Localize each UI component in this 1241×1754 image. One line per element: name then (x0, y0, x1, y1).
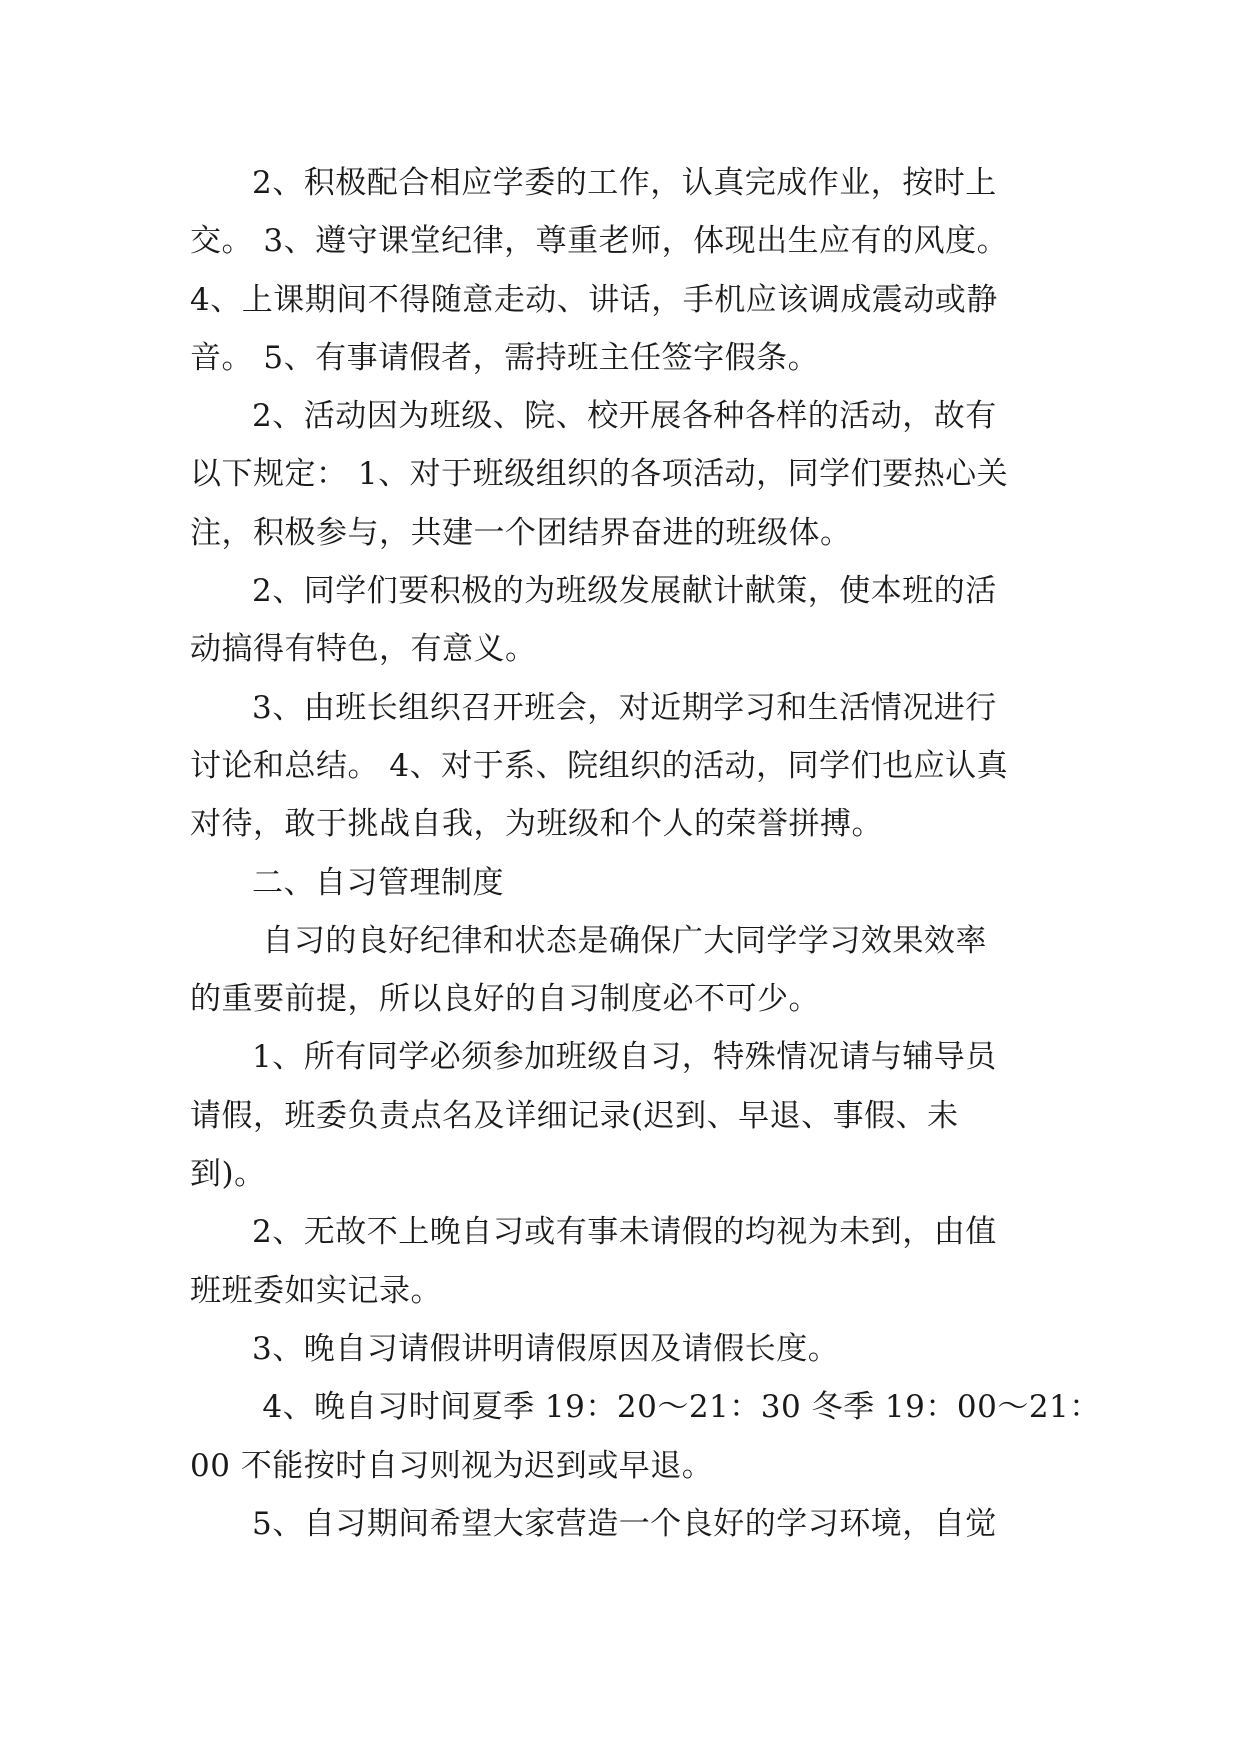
text-line: 3、由班长组织召开班会，对近期学习和生活情况进行 (252, 689, 997, 726)
text-line: 3、晚自习请假讲明请假原因及请假长度。 (252, 1330, 840, 1367)
text-line: 2、无故不上晚自习或有事未请假的均视为未到，由值 (252, 1214, 997, 1251)
text-line: 4、上课期间不得随意走动、讲话，手机应该调成震动或静 (190, 281, 998, 318)
text-line: 自习的良好纪律和状态是确保广大同学学习效果效率 (252, 922, 987, 959)
text-line: 2、活动因为班级、院、校开展各种各样的活动，故有 (252, 398, 997, 435)
text-line: 5、自习期间希望大家营造一个良好的学习环境，自觉 (252, 1505, 997, 1542)
text-line: 音。 5、有事请假者，需持班主任签字假条。 (190, 339, 820, 376)
text-line: 动搞得有特色，有意义。 (190, 631, 537, 668)
text-line: 请假，班委负责点名及详细记录(迟到、早退、事假、未 (190, 1097, 959, 1134)
text-line: 4、晚自习时间夏季 19：20～21：30 冬季 19：00～21： (252, 1389, 1101, 1426)
text-line: 的重要前提，所以良好的自习制度必不可少。 (190, 981, 820, 1018)
text-line: 交。 3、遵守课堂纪律，尊重老师，体现出生应有的风度。 (190, 223, 1009, 260)
text-line: 以下规定： 1、对于班级组织的各项活动，同学们要热心关 (190, 456, 1009, 493)
body-text (190, 154, 1101, 1553)
text-line: 对待，敢于挑战自我，为班级和个人的荣誉拼搏。 (190, 806, 883, 843)
text-line: 2、同学们要积极的为班级发展献计献策，使本班的活 (252, 573, 997, 610)
text-line: 讨论和总结。 4、对于系、院组织的活动，同学们也应认真 (190, 747, 1009, 784)
text-line: 1、所有同学必须参加班级自习，特殊情况请与辅导员 (252, 1039, 997, 1076)
text-line: 班班委如实记录。 (190, 1272, 442, 1309)
text-line: 00 不能按时自习则视为迟到或早退。 (190, 1447, 714, 1484)
text-line: 2、积极配合相应学委的工作，认真完成作业，按时上 (252, 165, 997, 201)
text-line: 到)。 (190, 1156, 266, 1193)
text-line: 注，积极参与，共建一个团结界奋进的班级体。 (190, 514, 852, 551)
text-line: 二、自习管理制度 (252, 864, 504, 901)
